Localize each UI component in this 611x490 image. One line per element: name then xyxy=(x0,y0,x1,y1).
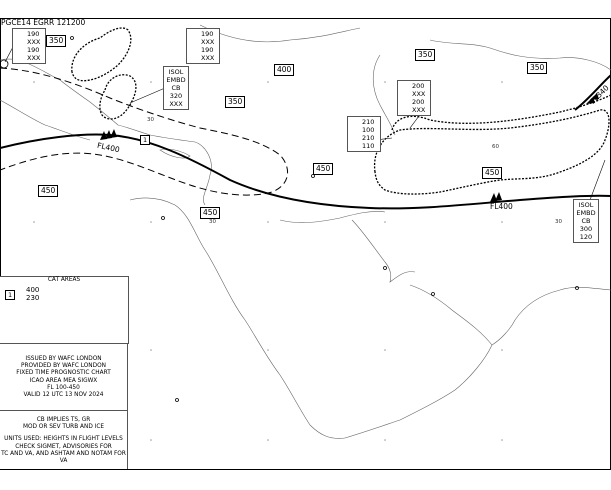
flight-level-box: 350 xyxy=(415,49,435,61)
ice-top: 190 xyxy=(201,46,214,54)
turb-top: 210 xyxy=(362,118,375,126)
jet-label-ne: FL340 xyxy=(588,83,611,106)
cat-areas-panel xyxy=(0,276,129,344)
grid-label: 30 xyxy=(555,219,562,225)
issue-line: PROVIDED BY WAFC LONDON xyxy=(20,363,107,370)
turb-top: 190 xyxy=(201,30,214,38)
flight-level-box: 450 xyxy=(38,185,58,197)
cb-area-west-2 xyxy=(100,75,136,119)
turb-ice-box-left xyxy=(347,116,381,152)
ice-base: XXX xyxy=(412,106,426,114)
grid-label: 30 xyxy=(147,117,154,123)
flight-level-box: 450 xyxy=(313,163,333,175)
turb-ice-box-mid xyxy=(397,80,431,116)
note-line: TC AND VA, AND ASHTAM AND NOTAM FOR VA xyxy=(1,450,126,465)
issue-panel xyxy=(0,343,128,410)
turb-top: 200 xyxy=(412,82,425,90)
issue-line: ICAO AREA MEA SIGWX xyxy=(29,377,98,384)
issue-line: FIXED TIME PROGNOSTIC CHART xyxy=(16,370,111,377)
turb-ice-box-top xyxy=(186,28,220,64)
turb-base: XXX xyxy=(201,38,215,46)
flight-level-box: 350 xyxy=(225,96,245,108)
cat-panel-id: 1 xyxy=(5,290,15,300)
flight-level-box: 450 xyxy=(200,207,220,219)
issue-line: VALID 12 UTC 13 NOV 2024 xyxy=(23,392,104,399)
note-line: CB IMPLIES TS, GR xyxy=(36,417,91,423)
product-id: PGCE14 EGRR 121200 xyxy=(1,18,86,27)
jet-label-east: FL400 xyxy=(490,202,513,211)
turb-base: XXX xyxy=(27,38,41,46)
cat-panel-title: CAT AREAS xyxy=(47,277,81,283)
note-line: UNITS USED: HEIGHTS IN FLIGHT LEVELS xyxy=(4,436,123,443)
ice-top: 210 xyxy=(362,134,375,142)
cb-type: EMBD xyxy=(166,76,186,84)
cat-panel-top: 400 xyxy=(26,286,40,294)
ice-top: 190 xyxy=(27,46,40,54)
issue-line: FL 100-450 xyxy=(47,384,80,391)
cb-label: CB xyxy=(171,84,181,92)
ice-base: XXX xyxy=(27,54,41,62)
cb-coverage: ISOL xyxy=(578,201,594,209)
turb-ice-box-topleft xyxy=(12,28,46,64)
turbulence-area-west-dashed xyxy=(0,68,288,195)
cb-area-west xyxy=(72,28,131,81)
grid-label: 30 xyxy=(209,219,216,225)
cb-base: 120 xyxy=(579,233,593,241)
flight-level-box: 450 xyxy=(482,167,502,179)
turb-base: XXX xyxy=(412,90,426,98)
cb-top: 300 xyxy=(579,225,593,233)
flight-level-box: 350 xyxy=(46,35,66,47)
cb-box-west xyxy=(163,66,189,110)
notes-panel xyxy=(0,410,128,469)
flight-level-box: 400 xyxy=(274,64,294,76)
note-line: MOD OR SEV TURB AND ICE xyxy=(22,424,105,431)
flight-level-box: 350 xyxy=(527,62,547,74)
cat-panel-base: 230 xyxy=(26,294,40,302)
cb-type: EMBD xyxy=(576,209,596,217)
jet-label-west: FL400 xyxy=(96,140,121,155)
ice-top: 200 xyxy=(412,98,425,106)
cb-coverage: ISOL xyxy=(168,68,184,76)
note-line: CHECK SIGMET, ADVISORIES FOR xyxy=(15,443,112,450)
jet-stream-main xyxy=(0,135,611,209)
cb-base: XXX xyxy=(169,100,183,108)
ice-base: 110 xyxy=(362,142,375,150)
ice-base: XXX xyxy=(201,54,215,62)
cb-top: 320 xyxy=(169,92,183,100)
grid-label: 60 xyxy=(492,144,499,150)
turb-top: 190 xyxy=(27,30,40,38)
issue-line: ISSUED BY WAFC LONDON xyxy=(25,356,102,362)
turb-base: 100 xyxy=(362,126,375,134)
callout-lines xyxy=(5,35,605,200)
cat-area-marker: 1 xyxy=(140,135,150,145)
cb-box-east xyxy=(573,199,599,243)
cb-label: CB xyxy=(581,217,591,225)
